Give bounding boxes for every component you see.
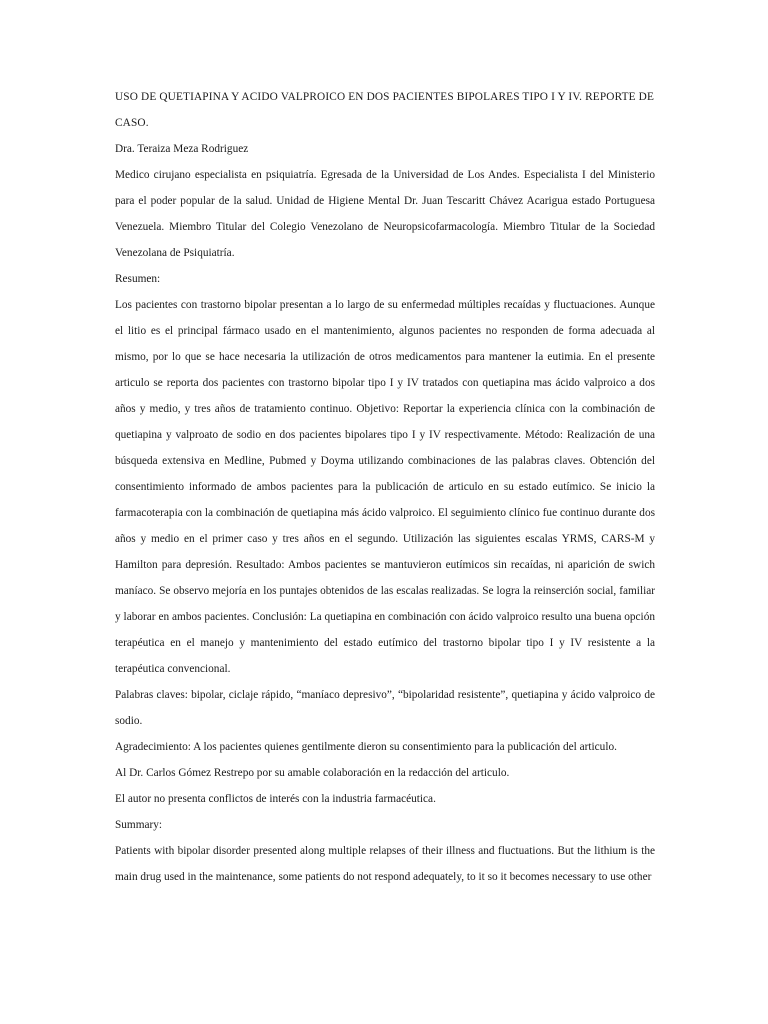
resumen-body: Los pacientes con trastorno bipolar presentan a lo largo de su enfermedad múltiples recaídas y fluctuaciones. Aunque el litio es el principal fármaco usado en el mantenimiento, algunos pacientes no responden de forma adecuada al mismo, por lo que se hace necesaria la utilización de otros medicamentos para mantener la eutimia. En el presente articulo se reporta dos pacientes con trastorno bipolar tipo I y IV tratados con quetiapina mas ácido valproico a dos años y medio, y tres años de tratamiento continuo. Objetivo: Reportar la experiencia clínica con la combinación de quetiapina y valproato de sodio en dos pacientes bipolares tipo I y IV respectivamente. Método: Realización de una búsqueda extensiva en Medline, Pubmed y Doyma utilizando combinaciones de las palabras claves. Obtención del consentimiento informado de ambos pacientes para la publicación de articulo en su estado eutímico. Se inicio la farmacoterapia con la combinación de quetiapina más ácido valproico. El seguimiento clínico fue continuo durante dos años y medio en el primer caso y tres años en el segundo. Utilización las siguientes escalas YRMS, CARS-M y Hamilton para depresión. Resultado: Ambos pacientes se mantuvieron eutímicos sin recaídas, ni aparición de swich maníaco. Se observo mejoría en los puntajes obtenidos de las escalas realizadas. Se logra la reinserción social, familiar y laborar en ambos pacientes. Conclusión: La quetiapina en combinación con ácido valproico resulto una buena opción terapéutica en el manejo y mantenimiento del estado eutímico del trastorno bipolar tipo I y IV resistente a la terapéutica convencional.	[115, 299, 655, 675]
document-page	[115, 84, 655, 890]
document-title: USO DE QUETIAPINA Y ACIDO VALPROICO EN DOS PACIENTES BIPOLARES TIPO I Y IV. REPORTE DE CASO.	[115, 91, 655, 129]
acknowledgement: Agradecimiento: A los pacientes quienes gentilmente dieron su consentimiento para la publicación del articulo.	[115, 741, 617, 753]
summary-body: Patients with bipolar disorder presented along multiple relapses of their illness and fluctuations. But the lithium is the main drug used in the maintenance, some patients do not respond adequately, to it so it becomes necessary to use other	[115, 845, 655, 883]
keywords: Palabras claves: bipolar, ciclaje rápido, “maníaco depresivo”, “bipolaridad resistente”, quetiapina y ácido valproico de sodio.	[115, 689, 655, 727]
resumen-heading: Resumen:	[115, 273, 161, 285]
acknowledgement-second: Al Dr. Carlos Gómez Restrepo por su amable colaboración en la redacción del articulo.	[115, 767, 510, 779]
conflicts-statement: El autor no presenta conflictos de interés con la industria farmacéutica.	[115, 793, 436, 805]
author-affiliation: Medico cirujano especialista en psiquiatría. Egresada de la Universidad de Los Andes. Especialista I del Ministerio para el poder popular de la salud. Unidad de Higiene Mental Dr. Juan Tescaritt Chávez Acarigua estado Portuguesa Venezuela. Miembro Titular del Colegio Venezolano de Neuropsicofarmacología. Miembro Titular de la Sociedad Venezolana de Psiquiatría.	[115, 169, 655, 259]
author-name: Dra. Teraiza Meza Rodriguez	[115, 143, 249, 155]
summary-heading: Summary:	[115, 819, 163, 831]
